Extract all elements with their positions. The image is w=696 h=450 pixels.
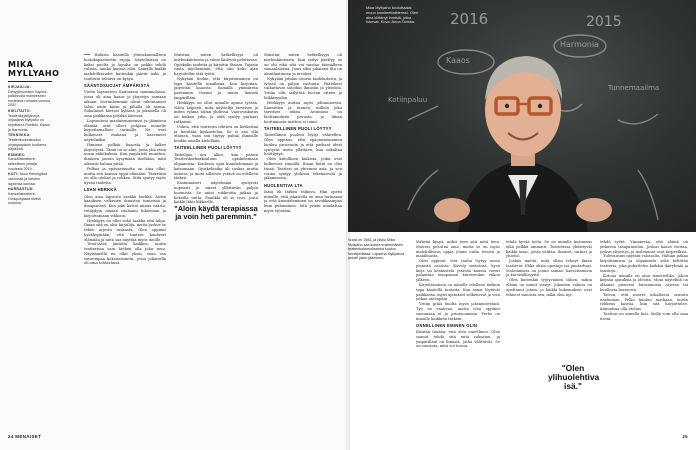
- paragraph-text: Uskon, että teatterin tehtävä on koskettaa ja herättää keskustelua. Se ei saa olla etäinen, vaan sen täytyy puhua ihmisille heidän omalla kielellään.: [174, 124, 258, 144]
- profile-entry: [8, 172, 52, 186]
- body-paragraph: [416, 259, 500, 283]
- profile-entry-text: Teatterikorkeakoulun ohjaajaopiston tuottama näytelmä.: [8, 137, 47, 152]
- profile-entry: [8, 187, 52, 205]
- profile-name-first: MIKA: [8, 60, 34, 69]
- profile-rule: [8, 81, 52, 82]
- paragraph-text: Lapsuuteni maalaismaisemat ja jäämisen elämää ovat olleet pohjana monelle kirjoittamalleni tarinalle. Ne ovat kulkeneet mukana ja kasvaneet näytelmiksi.: [84, 118, 166, 142]
- body-paragraph: [416, 330, 500, 349]
- dialogue-dash: —: [84, 53, 90, 58]
- pull-quote-father: "Olen ylihuolehtiva isä.": [548, 362, 598, 394]
- body-paragraph: [174, 181, 258, 205]
- paragraph-text: Kotona minulla on aina muistivihko, johon kirjaan ajatuksia ja ideoita. Moni näytelmä on alkanut pienestä havainnosta arjessa tai kuullusta lauseesta.: [600, 273, 688, 292]
- profile-entry-text: Kansallisteatterin taiteellinen johtaja vuodesta 2019.: [8, 157, 37, 171]
- body-paragraph: [84, 119, 166, 143]
- portrait-illustration: [348, 0, 696, 232]
- profile-entry-text: Teatterikirjailijana ja ohjaajana Myllyaho on kirjoittanut Paniikki, Kaaos ja Harmonia.: [8, 113, 50, 132]
- article-column-2: [174, 53, 258, 418]
- chalk-year-1: 2016: [450, 10, 489, 28]
- chalk-word-1: Kaaos: [446, 56, 470, 65]
- profile-entry-text: Asuu Helsingissä vaimonsa ja kahden lapsensa kanssa.: [8, 172, 48, 186]
- paragraph-text: Halusin käsitellä yhteiskunnallisen hoitokapasiteetin rajoja. Näytelmässä on kaksi puolta ja lopulta on pakko tehdä valinta, minkä kanssa elää. Samalla kaikki mahdollisuudet kuitenkin jäävät auki, ja teatterin tehtävä on kysyä.: [84, 53, 166, 81]
- body-paragraph: [174, 101, 258, 125]
- paragraph-text: Yritän pitää huolta myös jaksamisestani. Työ on vaativaa, mutta olen oppinut sanomaan ei ja priorisoimaan. Perhe on minulle kaikkein tärkein.: [416, 302, 500, 321]
- article-column-3: [264, 53, 342, 418]
- profile-name-last: MYLLYAHO: [8, 69, 60, 78]
- section-heading: HUOLENTIVA LTA: [264, 182, 303, 188]
- body-paragraph: [264, 101, 342, 125]
- profile-entry-label: KIELITAITO:: [8, 109, 32, 114]
- paragraph-text: Ensimmäiset näytelmäni syntyivät nopeasti ja saivat yllättävän paljon huomiota. Se antoi rohkeutta jatkaa ja kokeilla uutta. Paniikki oli se teos, josta: [174, 181, 258, 200]
- body-paragraph: [264, 77, 342, 101]
- profile-entry-label: HARRASTUS:: [8, 187, 34, 192]
- paragraph-text: tehdä hyvää työtä. Se on minulle kutsumus eikä pelkkä ammatti. Teatterissa yhdistyvät kaikki asiat, joista välitän: ihmiset, tarinat ja yhteisö.: [506, 240, 592, 259]
- profile-sidebar: [8, 60, 60, 207]
- section-heading: TAITEELLINEN PUOLI LÖYTYY: [174, 145, 242, 151]
- paragraph-text: Isäni oli tärkeä esikuva. Hän opetti minulle, että jokaisella on oma tarinansa ja että kuunteleminen on arvokkaampaa kuin puhuminen. Sitä yritän noudattaa myös työssäni.: [264, 189, 342, 213]
- body-paragraph: [84, 90, 166, 119]
- paragraph-text: Taiteellinen puoleni löytyi vähitellen. Olen oppinut, että epäonnistuminen kuuluu prosessiin ja että parhaat ideat syntyvät usein yllättäen, kun uskaltaa heittäytyä.: [264, 133, 342, 157]
- paragraph-text: Olen aina lapsesta saakka herkkä. Aistin kaaoksen valtavien ihmisten tunteissa ja ilmapiirissä. Kun joku katsoi minua väärin, vetäydyin omaan rauhaani lukemaan ja kirjoittamaan vihkoon.: [84, 194, 166, 218]
- body-paragraph: [416, 302, 500, 321]
- section-heading: ONNELLINEN EMINEN OLIN: [416, 322, 478, 328]
- body-paragraph: [84, 167, 166, 186]
- paragraph-text: Nykyään johdan suurta taidelaitosta, ja työssä on paljon vastuuta. Päätökset vaikuttavat satoihin ihmisiin ja yleisöön. Yritän silti säilyttää luovan otteen ja leikkisyyden.: [264, 76, 342, 100]
- paragraph-text: Tulevaisuus näyttää valoisalta. Haluan jatkaa kirjoittamista ja ohjaamista sekä kehittää teatteria, joka puhuttelee kaikkia ikäryhmiä ja taustoja.: [600, 254, 688, 273]
- body-paragraph: [416, 240, 500, 259]
- paragraph-text: Teatteri on minulle koti. Siellä voin olla oma itseni.: [600, 312, 688, 321]
- paragraph-text: Herkkyys auttaa myös johtamisessa. Kuuntelen ja tunnen, milloin joku tarvitsee tukea. Avoimuus on luottamuksen perusta, ja ilman luottamusta teatteri ei toimi.: [264, 100, 342, 124]
- paragraph-text: Muistan, miten hetkellisyys oli mielenkiintoista ja viime kädessä pelottavaa. Opiskelin taidetta ja kirjoitin iltaisin. Tajusin vasta myöhemmin, että olin koko ajan harjoitellut tätä työtä.: [174, 53, 258, 76]
- body-paragraph: [416, 283, 500, 302]
- paragraph-text: Vietin lapsuuteni Kainuussa mummolassa, jossa oli aina kaaos ja järjestys samaan aikaan. Isovanhemmat olivat rakentaneet talon omin käsin ja pihalla oli sauna. Sukulaiset kävivät kylässä ja jokaisella oli oma paikkansa pöydän ääressä.: [84, 90, 166, 118]
- paragraph-text: Herkkyys on ollut minulle apuna työssä. Näen helposti, mitä näyttelijä tarvitsee ja miten ryhmä toimii yhdessä. Vuorovaikutus on kaiken ydin, ja siitä syntyy parhaat ratkaisut.: [174, 100, 258, 124]
- body-paragraph: [506, 240, 592, 259]
- profile-entry: [8, 109, 52, 132]
- paragraph-text: Olen kuitenkin tyytyväinen siihen, mihin elämä on minut vienyt. Jokainen valinta on opettanut jotain, ja kaikki kokemukset ovat tehneet minusta sen, mikä olen nyt.: [506, 278, 592, 297]
- section-heading: LIIAN HERKKÄ: [84, 187, 117, 193]
- chalk-word-2: Harmonia: [560, 40, 599, 49]
- body-paragraph: [174, 77, 258, 101]
- body-paragraph: [174, 53, 258, 77]
- paragraph-text: Teini-iässä jännitin kaikkea, mutta teatterissa sain hetken olla joku muu. Näyttämöllä en ollut yksin, vaan osa suurempaa kokonaisuutta, jossa jokaisella oli oma tehtävänsä.: [84, 242, 166, 266]
- body-paragraph: [84, 219, 166, 243]
- body-paragraph: [84, 242, 166, 266]
- folio-left: 24 MENAISET: [8, 434, 42, 439]
- profile-entry-label: TEKNIIKKA:: [8, 133, 31, 138]
- paragraph-text: Ihminen pelkää kaaosta ja hakee järjestystä. Tämä on se alue, josta yhä etsin uusia näkökulmia. Kun ympäristö muuttuu, ihminen joutuu kysymään itseltään, mitä oikeasti haluaa pitää.: [84, 142, 166, 166]
- paragraph-text: Nykyään tiedän, että kirjoittaminen on tapa käsitellä maailmaa. Kun kirjoitan, järjestän kaaosta. Samalla ymmärrän paremmin itseäni ja muita ihmisiä ympärilläni.: [174, 76, 258, 100]
- paragraph-text: Pelkoa ja epävarmuutta on aina ollut, mutta sen kanssa oppii elämään. Tärkeintä on olla utelias ja rohkea. Siitä syntyy myös hyvää taidetta.: [84, 166, 166, 186]
- profile-entry: [8, 153, 52, 171]
- profile-entries: [8, 85, 52, 206]
- profile-entry-text: Debyyttiromaani Kapina-palkinnolla maineeseen nosteleva romaani vuonna 2002.: [8, 89, 51, 108]
- body-paragraph: [264, 53, 342, 77]
- body-paragraph: [600, 274, 688, 293]
- body-paragraph: [84, 53, 166, 82]
- folio-right: 25: [682, 434, 688, 439]
- profile-entry: [8, 133, 52, 151]
- profile-entry-text: Kansallisteatterin Omapohjassa tiiviisti mukana.: [8, 192, 41, 206]
- chalk-word-4: Kotiinpaluu: [388, 96, 428, 104]
- body-paragraph: [174, 125, 258, 144]
- body-paragraph: [264, 157, 342, 181]
- section-heading: TAITEELLINEN PUOLI LÖYTYY: [264, 126, 332, 132]
- article-column-6: [600, 240, 688, 420]
- chalk-year-2: 2015: [586, 14, 622, 30]
- paragraph-text: tehdä työtä. Ymmärrän, että elämä on jatkuvaa tasapainoilua. Joskus kaaos voittaa, joskus järjestys, ja molemmat ovat tarpeellisia.: [600, 240, 688, 254]
- chalk-word-3: Tunnemaailma: [608, 84, 660, 92]
- childhood-photo-caption: Vuosi on 1983, ja pikku Mika Myllyaho saa kokea ensimmäisen teatterikokemuksensa koulun kevätjuhlassa. Lapsena Myllyahoa pelotti yksin jääminen.: [348, 238, 405, 261]
- paragraph-text: Muistan, miten hetkellisyys oli mielenkiintoista. Kun esitys päättyy, se on ohi eikä sitä voi toistaa täsmälleen samanlaisena. Juuri siksi jokainen ilta on ainutlaatuinen ja arvokas.: [264, 53, 342, 76]
- body-paragraph: [600, 240, 688, 254]
- section-heading: SÄÄNTÖSUOJAT ÄMPÄRISTÄ: [84, 83, 150, 88]
- article-column-4: [416, 240, 500, 420]
- article-column-1: [84, 53, 166, 418]
- body-paragraph: [600, 293, 688, 312]
- body-paragraph: [506, 259, 592, 278]
- body-paragraph: [600, 312, 688, 322]
- body-paragraph: [600, 254, 688, 273]
- body-paragraph: [84, 195, 166, 219]
- paragraph-text: Olen kiitollinen kaikista, jotka ovat kulkeneet rinnalla. Ilman heitä en olisi tässä. Teatteri on yhteinen asia, ja sen voima syntyy yhdessä tekemisestä ja jakamisesta.: [264, 157, 342, 181]
- profile-entry-label: KOTI:: [8, 172, 19, 177]
- photo-caption: Mika Myllyaho kouluttaalai muun komiteettaiidenssi. Olen aina kiittänyt ihmisiä, jotka tukevat. Kuva: Anna Tanska.: [366, 5, 419, 25]
- paragraph-text: Käsitän tänään, että olen onnellinen. Olen saanut tehdä sitä mitä rakastan, ja ympärilläni on ihmisiä, jotka välittävät. Se on suurinta, mitä voi toivoa.: [416, 330, 500, 349]
- paragraph-text: Joskus mietin, mitä olisin tehnyt ilman teatteria. Ehkä olisin opettaja tai puutarhuri. Molemmissa on jotain samaa: kasvattamista ja kärsivällisyyttä.: [506, 259, 592, 278]
- paragraph-text: Kirjoittaminen on minulle edelleen tärkein tapa käsitellä tunteita. Kun sanat löytävät paikkansa, myös ajatukset selkenevät ja voin jatkaa eteenpäin.: [416, 283, 500, 302]
- body-paragraph: [264, 190, 342, 214]
- paragraph-text: Olen oppinut, että rauha löytyy usein pienistä asioista. Kävely metsässä, hyvä kirja tai keskustelu ystävän kanssa voivat palauttaa tasapainon kiireisenkin viikon jälkeen.: [416, 259, 500, 283]
- paragraph-text: Taiteilijan ura alkoi, kun pääsin Teatterikorkeakouluun opiskelemaan ohjaamista. Koulussa opin kuuntelemaan ja katsomaan. Opiskeluaika oli raskas mutta antoisa, ja moni silloinen ystävä on edelleen tärkeä.: [174, 152, 258, 181]
- body-paragraph: [84, 143, 166, 167]
- pull-quote-therapy: "Aloin käydä terapiassa ja voin heti paremmin.": [174, 203, 258, 223]
- body-paragraph: [506, 278, 592, 297]
- paragraph-text: Toivon, että nuoret uskaltavat seurata unelmiaan. Pelko kuuluu matkaan, mutta rohkeus kasvaa, kun sitä harjoittelee. Kannattaa olla utelias.: [600, 292, 688, 312]
- profile-entry: [8, 85, 52, 108]
- profile-entry-label: ESIMIES:: [8, 152, 26, 157]
- body-paragraph: [264, 133, 342, 157]
- profile-entry-label: KIRJAILIJA:: [8, 85, 31, 89]
- body-paragraph: [174, 153, 258, 182]
- paragraph-text: tärkeää kysyä, miksi teen sitä mitä teen. Muutos pelottaa aina, mutta se on myös mahdollisuus oppia jotain uutta itsestä ja maailmasta.: [416, 240, 500, 259]
- paragraph-text: Herkkyys on ollut sekä taakka että lahja. Ilman sitä en olisi kirjailija, mutta joskus se tekee arjesta raskasta. Olen oppinut hyväksymään, että tunteet kuuluvat elämään ja niitä saa näyttää myös muille.: [84, 218, 166, 242]
- portrait-photo: [348, 0, 696, 232]
